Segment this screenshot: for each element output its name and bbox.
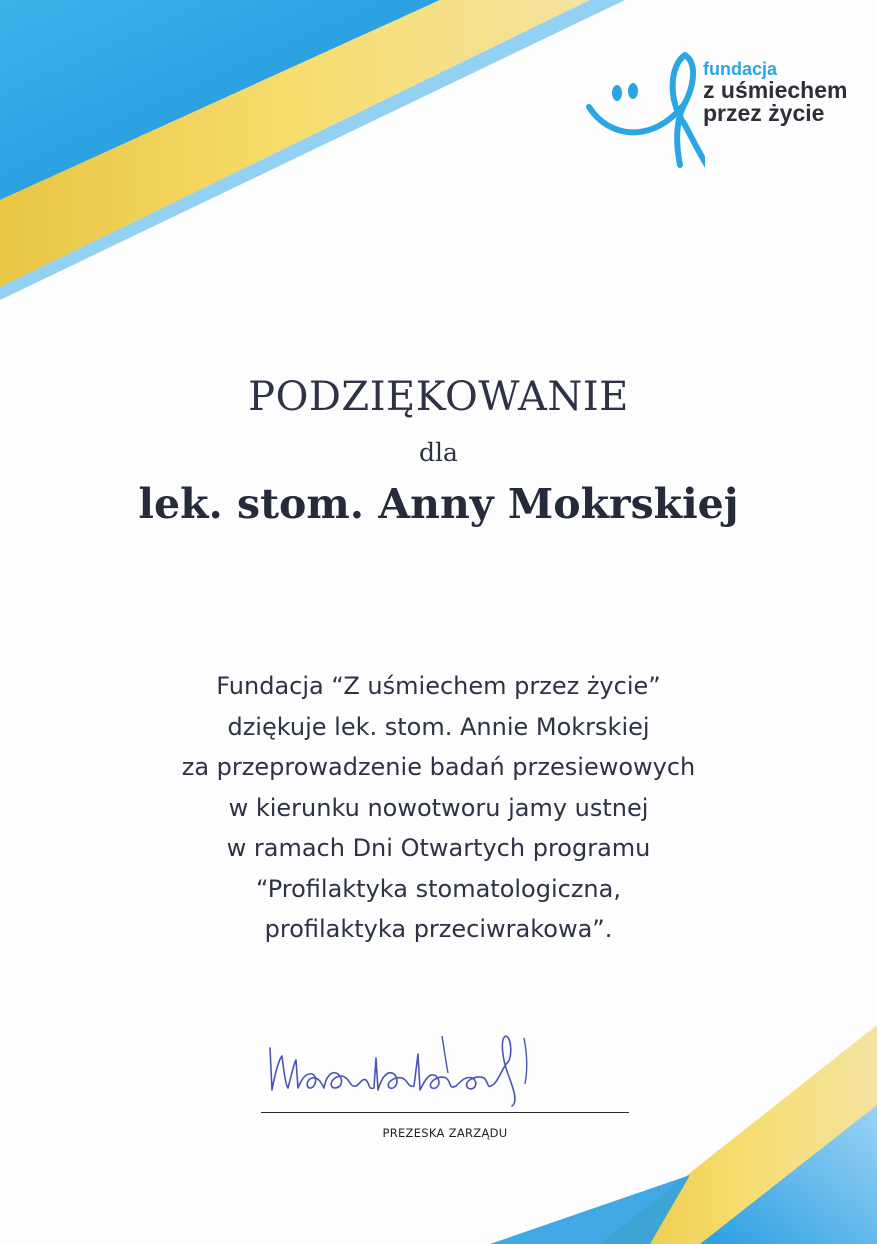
- body-line: w ramach Dni Otwartych programu: [226, 834, 651, 862]
- logo-line-1: fundacja: [703, 59, 778, 79]
- top-left-band: [0, 0, 625, 300]
- smile-ribbon-icon: [585, 45, 705, 185]
- handwritten-signature: [262, 1018, 562, 1108]
- logo-line-2: z uśmiechem: [703, 77, 848, 103]
- body-line: Fundacja “Z uśmiechem przez życie”: [216, 672, 661, 700]
- signature-role: PREZESKA ZARZĄDU: [382, 1126, 508, 1140]
- thank-you-text: [0, 666, 877, 950]
- body-line: w kierunku nowotworu jamy ustnej: [228, 793, 649, 822]
- logo-text: [703, 60, 847, 125]
- logo-line-3: przez życie: [703, 100, 825, 126]
- foundation-logo: [585, 45, 865, 185]
- certificate-title: PODZIĘKOWANIE: [248, 374, 629, 420]
- body-line: profilaktyka przeciwrakowa”.: [264, 915, 613, 943]
- for-word: dla: [419, 438, 458, 467]
- body-line: za przeprowadzenie badań przesiewowych: [181, 753, 696, 781]
- body-line: “Profilaktyka stomatologiczna,: [256, 874, 621, 903]
- body-line: dziękuje lek. stom. Annie Mokrskiej: [227, 712, 650, 741]
- recipient-name: lek. stom. Anny Mokrskiej: [138, 480, 739, 528]
- signature-line: [261, 1112, 629, 1113]
